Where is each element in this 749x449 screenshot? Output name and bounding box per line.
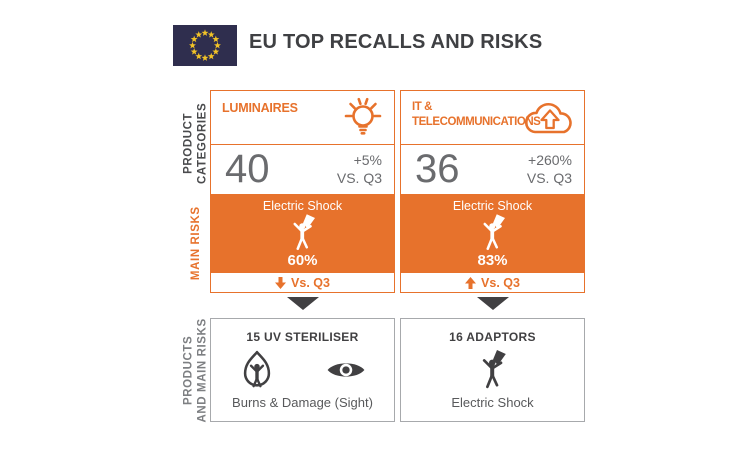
category-header — [401, 91, 584, 145]
recall-stats — [401, 145, 584, 194]
eye-damage-icon — [326, 358, 366, 382]
trend-label: Vs. Q3 — [481, 275, 520, 290]
flow-arrow-triangle — [477, 297, 509, 310]
row-label-line: PRODUCT — [182, 112, 195, 174]
main-risk-panel — [211, 194, 394, 273]
row-label-line: AND MAIN RISKS — [197, 318, 209, 423]
change-period: VS. Q3 — [526, 169, 572, 186]
risk-label: Electric Shock — [262, 199, 343, 213]
trend-strip — [401, 273, 584, 292]
product-card-adaptors — [400, 318, 585, 422]
category-card-luminaires — [210, 90, 395, 293]
electric-shock-icon — [478, 214, 508, 252]
flow-arrow-triangle — [287, 297, 319, 310]
electric-shock-icon — [477, 350, 509, 390]
risk-share: 83% — [477, 252, 508, 269]
category-name: IT & TELECOMMUNICATIONS — [412, 101, 541, 128]
arrow-up-icon — [465, 277, 476, 289]
recall-stats — [211, 145, 394, 194]
recall-change — [337, 152, 382, 187]
trend-strip — [211, 273, 394, 292]
electric-shock-icon — [288, 214, 318, 252]
page-title: EU TOP RECALLS AND RISKS — [249, 31, 543, 53]
risk-share: 60% — [287, 252, 318, 269]
recall-count: 36 — [415, 147, 460, 191]
row-label-products-and-main-risks — [182, 290, 211, 449]
main-risk-panel — [401, 194, 584, 273]
trend-label: Vs. Q3 — [291, 275, 330, 290]
product-card-uv-steriliser — [210, 318, 395, 422]
product-title: 16 ADAPTORS — [449, 330, 536, 344]
risk-label: Electric Shock — [452, 199, 533, 213]
product-title: 15 UV STERILISER — [246, 330, 359, 344]
change-value: +5% — [353, 152, 382, 168]
row-label-line: PRODUCTS — [182, 335, 195, 406]
recall-change — [527, 152, 572, 187]
change-period: VS. Q3 — [336, 169, 382, 186]
recall-count: 40 — [225, 147, 270, 191]
change-value: +260% — [528, 152, 572, 168]
category-header — [211, 91, 394, 145]
category-name: LUMINAIRES — [222, 101, 298, 115]
row-label-line: MAIN RISKS — [189, 206, 202, 281]
eu-flag-icon — [173, 25, 237, 66]
burns-icon — [240, 350, 274, 390]
product-risk-icons — [477, 344, 509, 395]
cloud-upload-icon — [522, 100, 578, 138]
product-risk-icons — [240, 344, 366, 395]
product-risk-caption: Electric Shock — [451, 395, 534, 410]
lightbulb-icon — [341, 95, 385, 141]
arrow-down-icon — [275, 277, 286, 289]
product-risk-caption: Burns & Damage (Sight) — [232, 395, 373, 410]
category-card-it-telecommunications — [400, 90, 585, 293]
row-label-line: CATEGORIES — [197, 102, 209, 184]
